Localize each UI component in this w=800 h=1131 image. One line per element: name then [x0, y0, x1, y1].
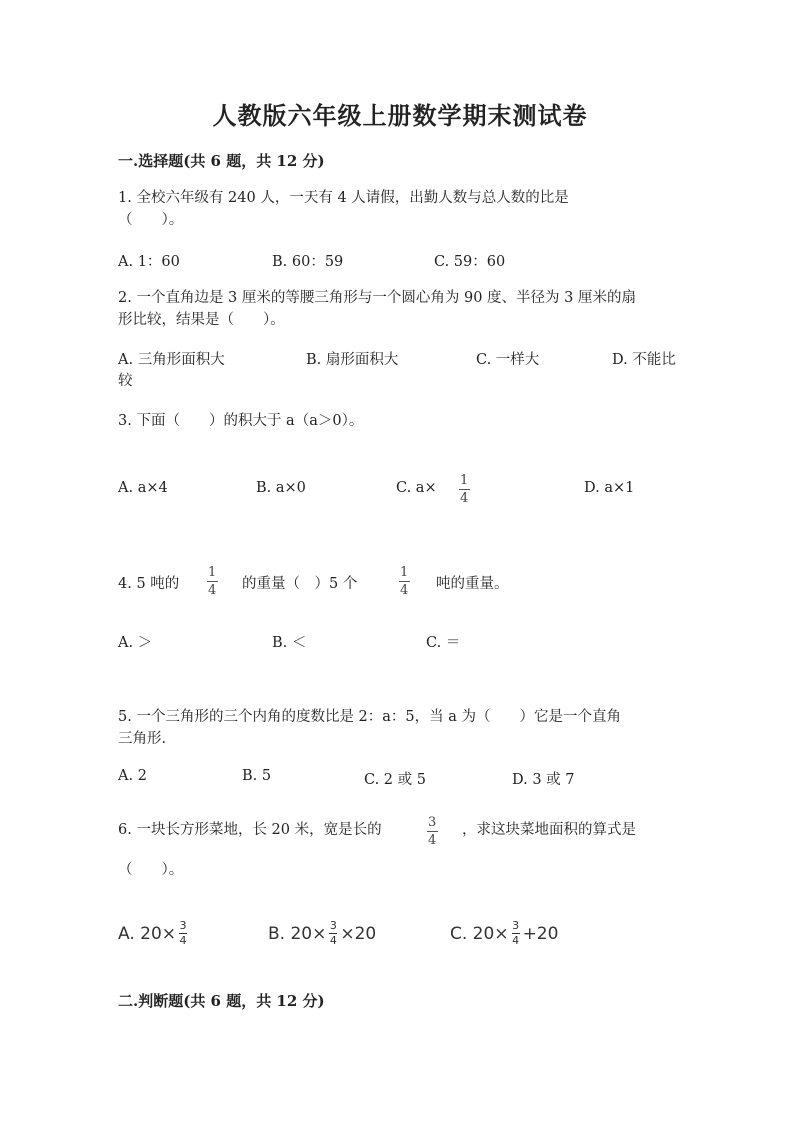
option-prefix: A. 20× [118, 923, 177, 944]
q3-option-c: C. a× [396, 480, 437, 496]
q1-option-a: A. 1：60 [118, 254, 180, 270]
section-heading-choice: 一.选择题(共 6 题，共 12 分) [118, 152, 325, 170]
fraction-denominator: 4 [179, 934, 187, 947]
question-5-text-cont: 三角形. [118, 731, 167, 747]
question-6-text-cont: （ ）。 [118, 862, 184, 878]
option-fraction [512, 920, 520, 947]
q5-option-d: D. 3 或 7 [512, 772, 575, 788]
fraction-numerator: 3 [329, 919, 337, 932]
question-6-text-part1: 6. 一块长方形菜地，长 20 米，宽是长的 [118, 822, 382, 838]
fraction-denominator: 4 [428, 833, 437, 848]
fraction-denominator: 4 [400, 583, 409, 598]
q2-option-c: C. 一样大 [476, 352, 540, 368]
q2-option-d: D. 不能比 [612, 352, 676, 368]
question-1-text: 1. 全校六年级有 240 人，一天有 4 人请假，出勤人数与总人数的比是 [118, 190, 569, 206]
q3-option-a: A. a×4 [118, 480, 168, 496]
question-4-text-part3: 吨的重量。 [436, 576, 509, 592]
q6-fraction [426, 815, 438, 848]
q4-option-c: C. ＝ [426, 635, 461, 651]
q4-fraction-2 [398, 565, 410, 598]
fraction-denominator: 4 [208, 583, 217, 598]
question-6-text-part2: ，求这块菜地面积的算式是 [462, 822, 636, 838]
q3-option-c-fraction [458, 473, 470, 506]
q4-option-a: A. ＞ [118, 635, 153, 651]
q6-option-b [268, 920, 376, 947]
question-3-text: 3. 下面（ ）的积大于 a（a＞0）。 [118, 413, 364, 429]
q2-option-d-wrap: 较 [118, 373, 133, 389]
question-2-text: 2. 一个直角边是 3 厘米的等腰三角形与一个圆心角为 90 度、半径为 3 厘米的扇 [118, 290, 636, 306]
q4-option-b: B. ＜ [272, 635, 307, 651]
fraction-bar [399, 581, 410, 582]
option-suffix: +20 [522, 923, 559, 944]
page-title: 人教版六年级上册数学期末测试卷 [212, 101, 588, 130]
question-5-text: 5. 一个三角形的三个内角的度数比是 2：a：5，当 a 为（ ）它是一个直角 [118, 709, 622, 725]
q1-option-b: B. 60：59 [272, 254, 344, 270]
fraction-denominator: 4 [460, 491, 469, 506]
option-fraction [329, 920, 337, 947]
option-prefix: C. 20× [450, 923, 509, 944]
fraction-numerator: 3 [428, 815, 437, 830]
option-prefix: B. 20× [268, 923, 327, 944]
question-2-text-cont: 形比较，结果是（ ）。 [118, 312, 285, 328]
q6-option-a [118, 920, 190, 947]
fraction-bar [207, 581, 218, 582]
question-4-text-part1: 4. 5 吨的 [118, 576, 180, 592]
fraction-bar [427, 831, 438, 832]
q5-option-c: C. 2 或 5 [364, 772, 426, 788]
q1-option-c: C. 59：60 [434, 254, 506, 270]
fraction-numerator: 1 [460, 473, 469, 488]
q2-option-a: A. 三角形面积大 [118, 352, 225, 368]
q5-option-a: A. 2 [118, 768, 147, 784]
fraction-denominator: 4 [329, 934, 337, 947]
q4-fraction-1 [206, 565, 218, 598]
q2-option-b: B. 扇形面积大 [306, 352, 399, 368]
q3-option-b: B. a×0 [256, 480, 306, 496]
option-fraction [179, 920, 187, 947]
fraction-bar [459, 489, 470, 490]
q3-option-d: D. a×1 [584, 480, 635, 496]
fraction-numerator: 3 [512, 919, 520, 932]
option-suffix: ×20 [340, 923, 377, 944]
fraction-denominator: 4 [512, 934, 520, 947]
q6-option-c [450, 920, 558, 947]
question-1-text-cont: （ ）。 [118, 212, 184, 228]
fraction-numerator: 1 [400, 565, 409, 580]
question-4-text-part2: 的重量（ ）5 个 [242, 576, 358, 592]
q5-option-b: B. 5 [242, 768, 272, 784]
section-heading-true-false: 二.判断题(共 6 题，共 12 分) [118, 992, 325, 1010]
fraction-numerator: 3 [179, 919, 187, 932]
fraction-numerator: 1 [208, 565, 217, 580]
